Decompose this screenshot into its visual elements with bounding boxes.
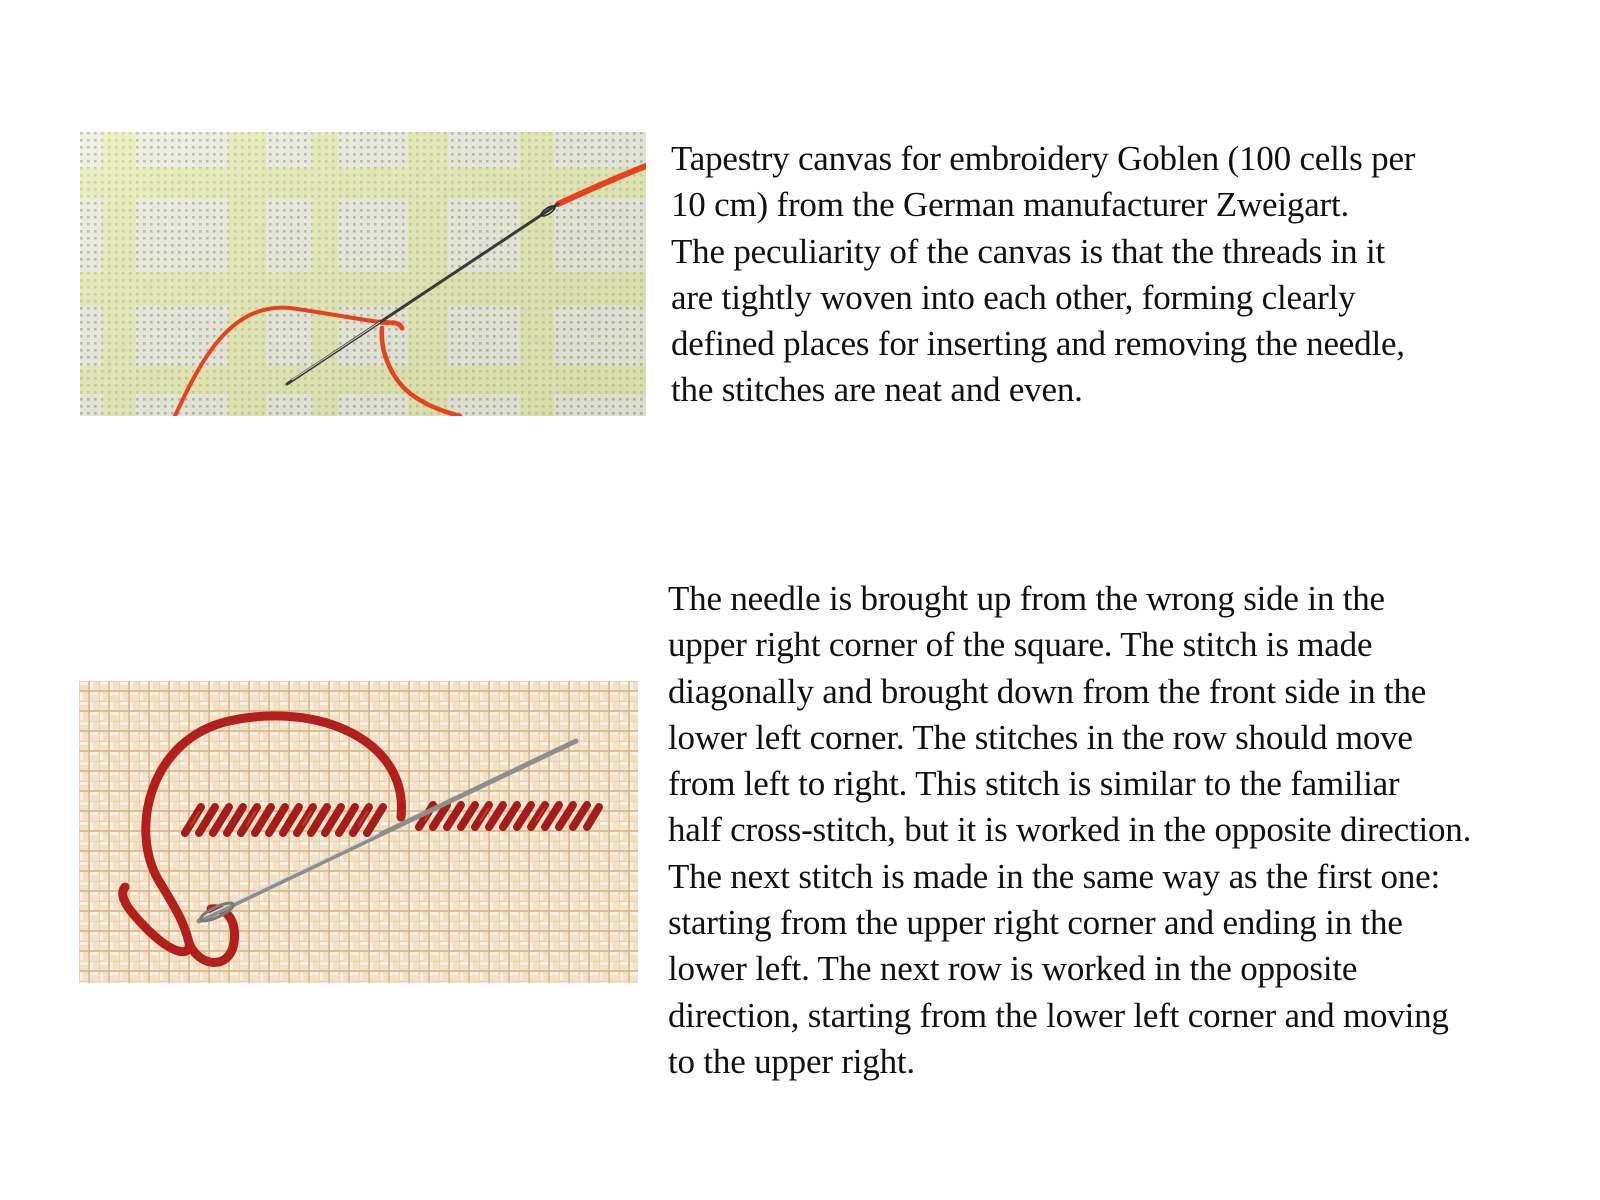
tent-stitch-illustration [79,681,638,983]
tapestry-canvas-image [80,132,646,416]
text-line: lower left corner. The stitches in the row should move [668,717,1413,757]
text-line: The next stitch is made in the same way as the first one: [668,856,1440,896]
canvas-description-paragraph [671,136,1415,414]
text-line: Tapestry canvas for embroidery Goblen (100 cells per [671,139,1416,178]
text-line: direction, starting from the lower left corner and moving [668,995,1449,1035]
text-line: lower left. The next row is worked in the opposite [668,949,1358,989]
tent-stitch-image [79,681,638,983]
text-line: from left to right. This stitch is similar to the familiar [668,764,1400,804]
text-line: diagonally and brought down from the front side in the [668,671,1427,711]
text-line: are tightly woven into each other, forming clearly [671,277,1356,317]
text-line: The peculiarity of the canvas is that the threads in it [671,231,1386,271]
text-line: starting from the upper right corner and ending in the [668,903,1403,943]
text-line: half cross-stitch, but it is worked in the opposite direction. [668,810,1472,850]
text-line: the stitches are neat and even. [671,370,1083,410]
stitch-instructions-paragraph [668,576,1471,1085]
text-line: 10 cm) from the German manufacturer Zweigart. [671,185,1350,225]
text-line: The needle is brought up from the wrong side in the [668,579,1385,618]
text-line: defined places for inserting and removing the needle, [671,324,1405,364]
text-line: to the upper right. [668,1041,915,1081]
text-line: upper right corner of the square. The stitch is made [668,625,1373,665]
tapestry-canvas-photo [80,132,646,416]
